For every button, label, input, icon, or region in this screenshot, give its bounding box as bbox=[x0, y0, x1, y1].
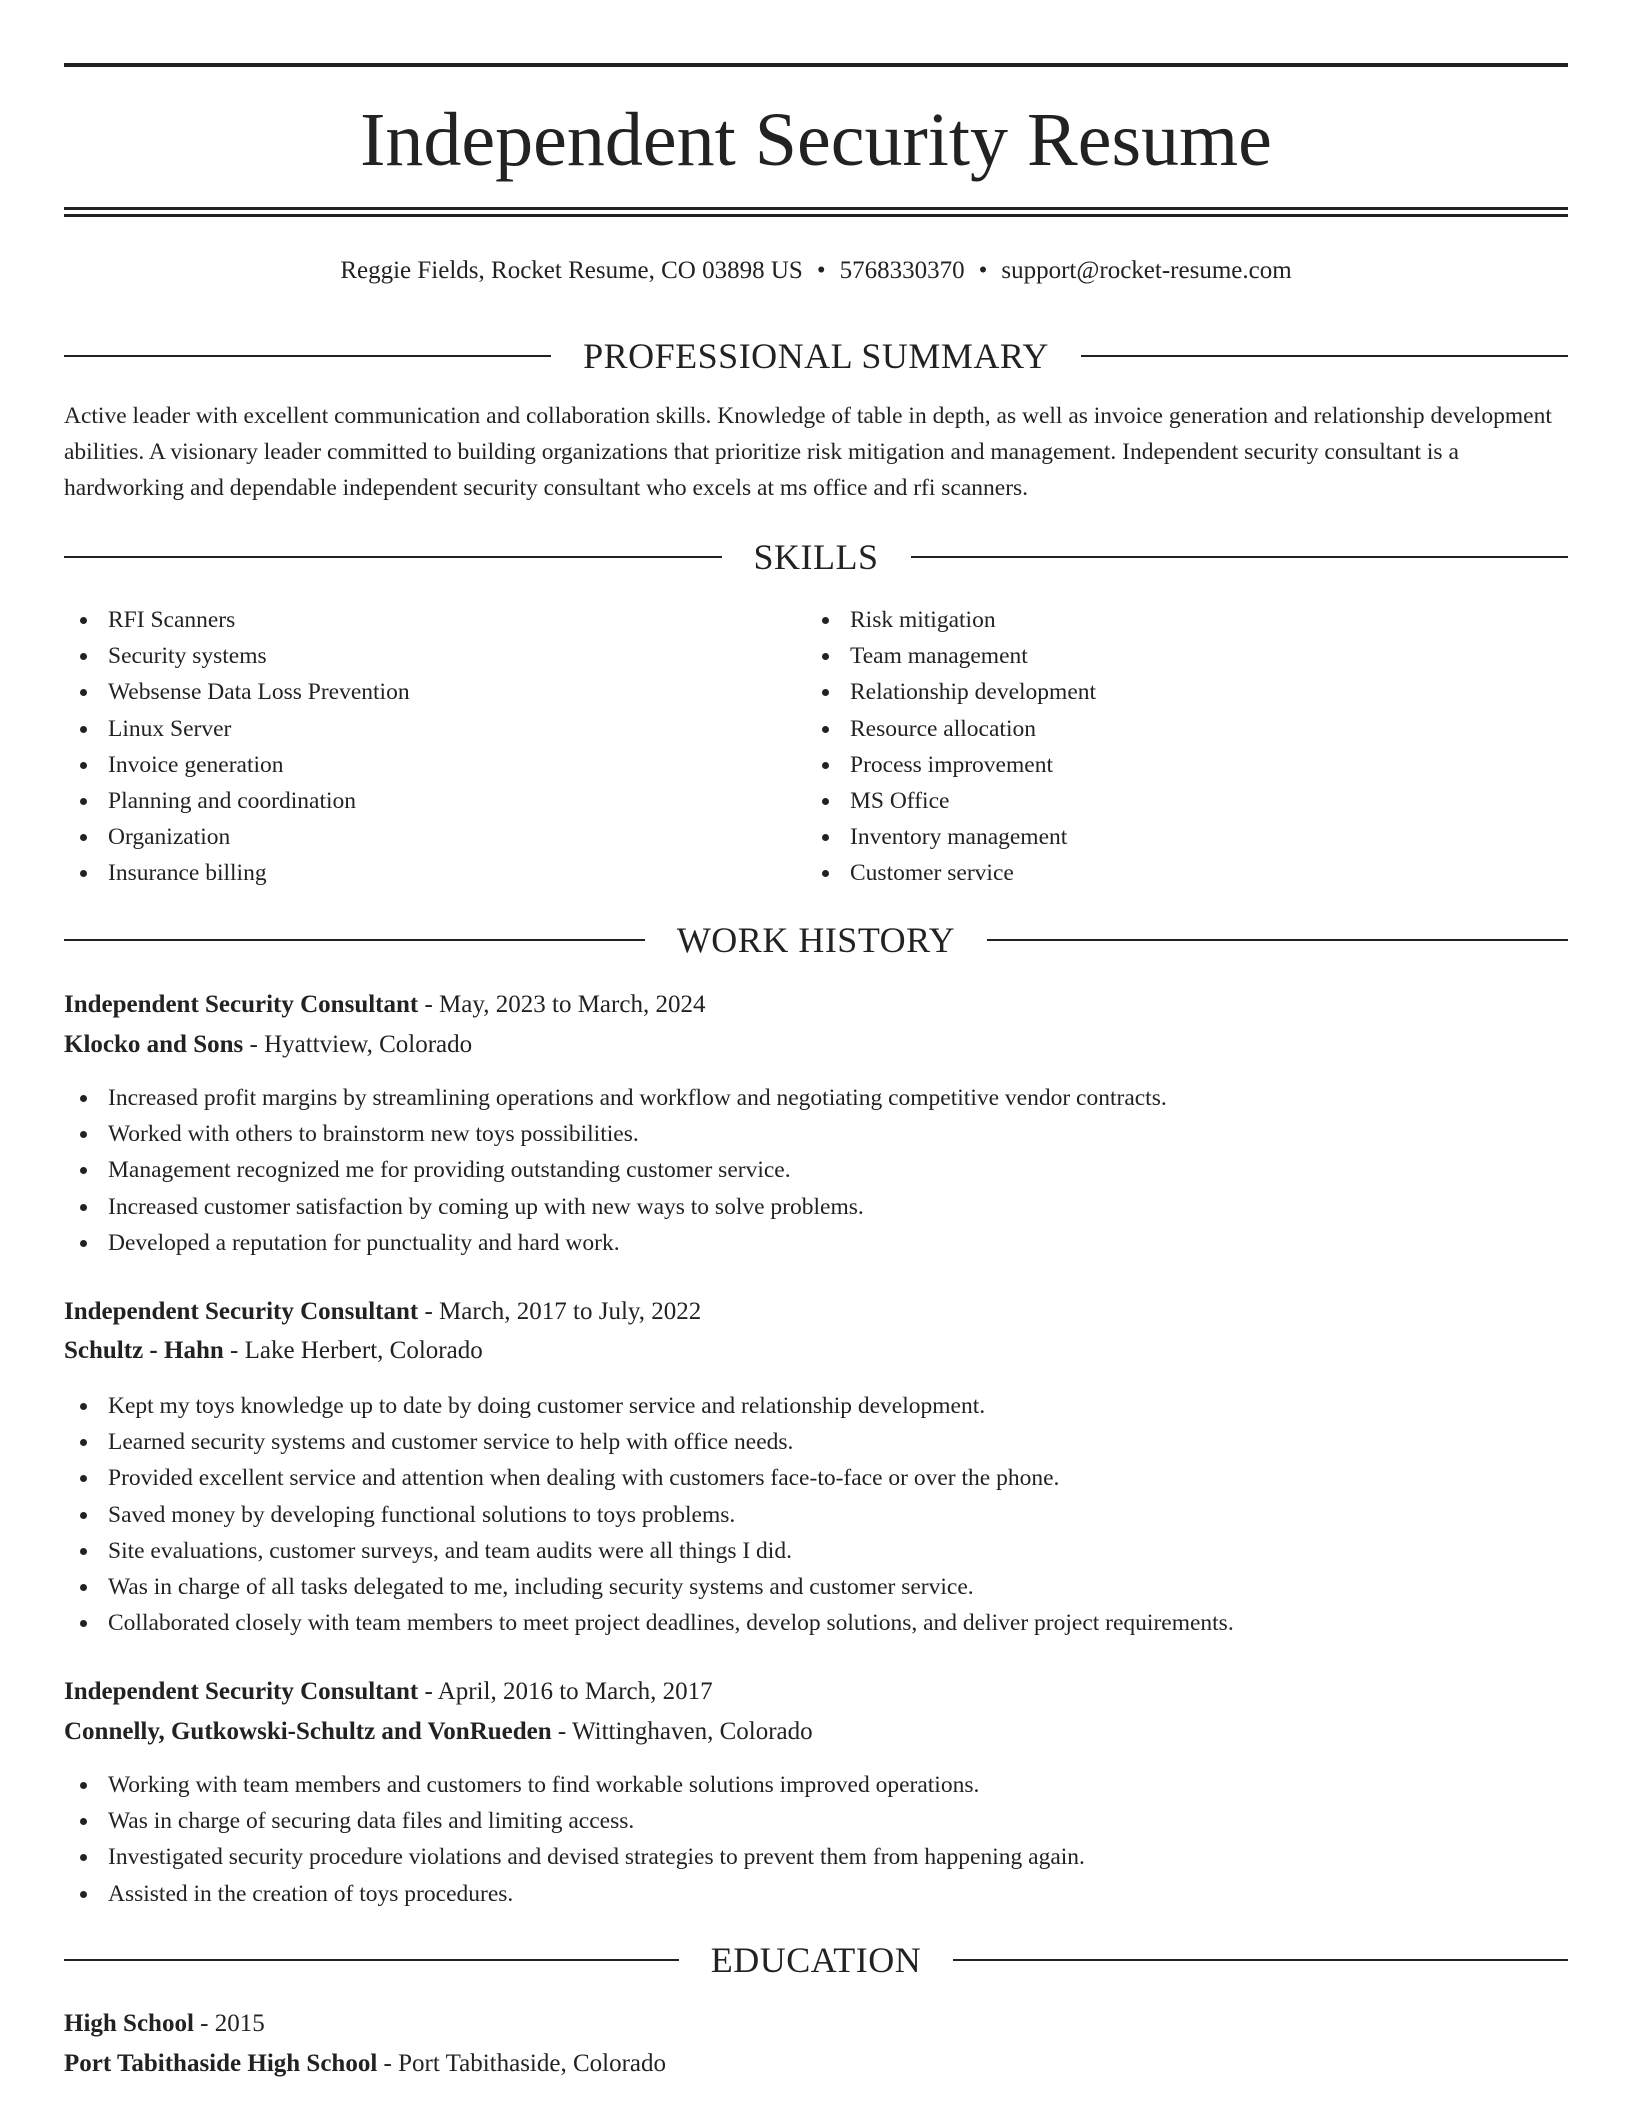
job-dates: - April, 2016 to March, 2017 bbox=[418, 1678, 713, 1705]
list-item: Provided excellent service and attention when dealing with customers face-to-face or over the phone. bbox=[64, 1460, 1568, 1496]
summary-text: Active leader with excellent communication and collaboration skills. Knowledge of table in depth, as well as invoice generation and relationship development abilities. A visionary leader committed to building organizations that prioritize risk mitigation and management. Independent security consultant is a hardworking and dependable independent security consultant who excels at ms office and rfi scanners. bbox=[64, 403, 1552, 501]
education-school-line bbox=[64, 2045, 1568, 2083]
job-location: - Wittinghaven, Colorado bbox=[551, 1718, 813, 1745]
list-item: Resource allocation bbox=[806, 711, 1506, 747]
job-title-line bbox=[64, 1673, 1568, 1711]
list-item: MS Office bbox=[806, 783, 1506, 819]
divider bbox=[911, 556, 1569, 558]
list-item: Management recognized me for providing outstanding customer service. bbox=[64, 1152, 1568, 1188]
divider bbox=[64, 355, 551, 357]
list-item: Risk mitigation bbox=[806, 602, 1506, 638]
skills-list-right bbox=[806, 602, 1506, 892]
divider bbox=[953, 1959, 1568, 1961]
job-title-line bbox=[64, 986, 1568, 1024]
list-item: Kept my toys knowledge up to date by doing customer service and relationship development. bbox=[64, 1388, 1568, 1424]
job-company-line bbox=[64, 1026, 1568, 1064]
contact-separator: • bbox=[816, 257, 826, 284]
list-item: Assisted in the creation of toys procedures. bbox=[64, 1876, 1568, 1912]
divider bbox=[64, 1959, 679, 1961]
list-item: Insurance billing bbox=[64, 855, 764, 891]
header-double-rule-top bbox=[64, 207, 1568, 210]
list-item: Linux Server bbox=[64, 711, 764, 747]
list-item: Collaborated closely with team members to meet project deadlines, develop solutions, and deliver project requirements. bbox=[64, 1605, 1568, 1641]
section-title: EDUCATION bbox=[710, 1940, 922, 1980]
list-item: Websense Data Loss Prevention bbox=[64, 674, 764, 710]
job-bullets bbox=[64, 1080, 1568, 1261]
education-degree-line bbox=[64, 2005, 1568, 2043]
header-double-rule-bottom bbox=[64, 214, 1568, 217]
list-item: Team management bbox=[806, 638, 1506, 674]
job-location: - Lake Herbert, Colorado bbox=[223, 1337, 483, 1364]
list-item: Relationship development bbox=[806, 674, 1506, 710]
section-title: PROFESSIONAL SUMMARY bbox=[583, 336, 1049, 376]
section-header-work-history bbox=[64, 918, 1568, 962]
section-header-skills bbox=[64, 535, 1568, 579]
list-item: Site evaluations, customer surveys, and team audits were all things I did. bbox=[64, 1533, 1568, 1569]
list-item: Customer service bbox=[806, 855, 1506, 891]
job-dates: - May, 2023 to March, 2024 bbox=[418, 991, 706, 1018]
contact-phone: 5768330370 bbox=[839, 257, 965, 284]
job-title: Independent Security Consultant bbox=[64, 991, 419, 1018]
divider bbox=[987, 939, 1568, 941]
list-item: Working with team members and customers to find workable solutions improved operations. bbox=[64, 1767, 1568, 1803]
section-header-education bbox=[64, 1938, 1568, 1982]
contact-address: Reggie Fields, Rocket Resume, CO 03898 US bbox=[340, 257, 803, 284]
list-item: Planning and coordination bbox=[64, 783, 764, 819]
section-header-summary bbox=[64, 334, 1568, 378]
list-item: Was in charge of all tasks delegated to me, including security systems and customer service. bbox=[64, 1569, 1568, 1605]
divider bbox=[64, 556, 722, 558]
divider bbox=[64, 939, 645, 941]
section-title: SKILLS bbox=[753, 537, 879, 577]
job-location: - Hyattview, Colorado bbox=[243, 1031, 473, 1058]
divider bbox=[1081, 355, 1568, 357]
list-item: Was in charge of securing data files and limiting access. bbox=[64, 1803, 1568, 1839]
page-title: Independent Security Resume bbox=[360, 98, 1272, 182]
contact-line bbox=[64, 253, 1568, 289]
list-item: Process improvement bbox=[806, 747, 1506, 783]
education-location: - Port Tabithaside, Colorado bbox=[377, 2050, 667, 2077]
list-item: Worked with others to brainstorm new toys possibilities. bbox=[64, 1116, 1568, 1152]
job-company-line bbox=[64, 1332, 1568, 1370]
list-item: Increased profit margins by streamlining operations and workflow and negotiating competitive vendor contracts. bbox=[64, 1080, 1568, 1116]
job-company: Schultz - Hahn bbox=[64, 1337, 224, 1364]
list-item: Investigated security procedure violations and devised strategies to prevent them from happening again. bbox=[64, 1839, 1568, 1875]
list-item: Invoice generation bbox=[64, 747, 764, 783]
job-company: Connelly, Gutkowski-Schultz and VonRueden bbox=[64, 1718, 552, 1745]
job-title-line bbox=[64, 1293, 1568, 1331]
list-item: Inventory management bbox=[806, 819, 1506, 855]
list-item: Organization bbox=[64, 819, 764, 855]
education-school: Port Tabithaside High School bbox=[64, 2050, 378, 2077]
list-item: Saved money by developing functional solutions to toys problems. bbox=[64, 1497, 1568, 1533]
education-degree: High School bbox=[64, 2010, 194, 2037]
job-title: Independent Security Consultant bbox=[64, 1298, 419, 1325]
list-item: Learned security systems and customer service to help with office needs. bbox=[64, 1424, 1568, 1460]
job-dates: - March, 2017 to July, 2022 bbox=[418, 1298, 702, 1325]
list-item: RFI Scanners bbox=[64, 602, 764, 638]
skills-list-left bbox=[64, 602, 764, 892]
job-company-line bbox=[64, 1713, 1568, 1751]
job-title: Independent Security Consultant bbox=[64, 1678, 419, 1705]
job-bullets bbox=[64, 1767, 1568, 1912]
section-title: WORK HISTORY bbox=[676, 920, 956, 960]
contact-email: support@rocket-resume.com bbox=[1001, 257, 1292, 284]
contact-separator: • bbox=[978, 257, 988, 284]
job-company: Klocko and Sons bbox=[64, 1031, 244, 1058]
list-item: Developed a reputation for punctuality and hard work. bbox=[64, 1225, 1568, 1261]
header-top-rule bbox=[64, 63, 1568, 67]
education-year: - 2015 bbox=[193, 2010, 265, 2037]
job-bullets bbox=[64, 1388, 1568, 1641]
list-item: Security systems bbox=[64, 638, 764, 674]
list-item: Increased customer satisfaction by coming up with new ways to solve problems. bbox=[64, 1189, 1568, 1225]
